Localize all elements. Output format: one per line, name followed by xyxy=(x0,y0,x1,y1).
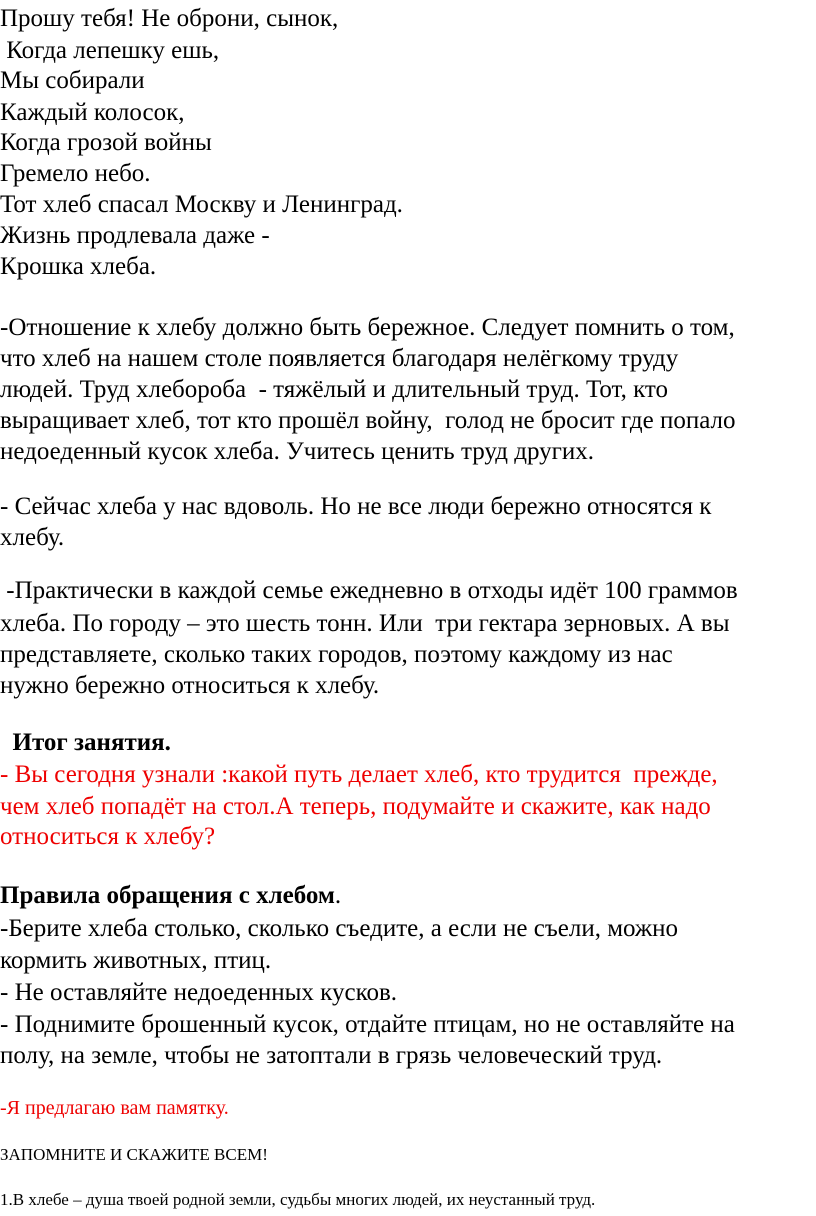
paragraph-line: представляете, сколько таких городов, поэтому каждому из нас xyxy=(0,641,673,668)
poem-line: Мы собирали xyxy=(0,67,145,94)
summary-line: чем хлеб попадёт на стол.А теперь, подумайте и скажите, как надо xyxy=(0,793,711,820)
paragraph-line: -Отношение к хлебу должно быть бережное. Следует помнить о том, xyxy=(0,314,735,341)
poem-line: Каждый колосок, xyxy=(0,99,185,126)
poem-line: Жизнь продлевала даже - xyxy=(0,222,270,249)
summary-line: относиться к хлебу? xyxy=(0,823,216,850)
memo-heading: ЗАПОМНИТЕ И СКАЖИТЕ ВСЕМ! xyxy=(0,1145,268,1164)
paragraph-line: - Сейчас хлеба у нас вдоволь. Но не все люди бережно относятся к xyxy=(0,493,712,520)
paragraph-line: недоеденный кусок хлеба. Учитесь ценить труд других. xyxy=(0,438,595,465)
paragraph-line: хлебу. xyxy=(0,524,65,551)
rules-heading-text: Правила обращения с хлебом xyxy=(0,882,335,909)
paragraph-line: -Практически в каждой семье ежедневно в отходы идёт 100 граммов xyxy=(0,577,738,604)
memo-offer: -Я предлагаю вам памятку. xyxy=(0,1097,229,1119)
rule-line: - Поднимите брошенный кусок, отдайте птицам, но не оставляйте на xyxy=(0,1011,735,1038)
rules-heading-dot: . xyxy=(334,882,342,909)
paragraph-line: хлеба. По городу – это шесть тонн. Или три гектара зерновых. А вы xyxy=(0,610,730,637)
paragraph-line: нужно бережно относиться к хлебу. xyxy=(0,672,380,699)
poem-line: Тот хлеб спасал Москву и Ленинград. xyxy=(0,191,403,218)
paragraph-line: что хлеб на нашем столе появляется благодаря нелёгкому труду xyxy=(0,345,679,372)
summary-line: - Вы сегодня узнали :какой путь делает хлеб, кто трудится прежде, xyxy=(0,761,718,788)
rule-line: кормить животных, птиц. xyxy=(0,947,272,974)
poem-line: Когда грозой войны xyxy=(0,129,212,156)
memo-item: 1.В хлебе – душа твоей родной земли, судьбы многих людей, их неустанный труд. xyxy=(0,1190,596,1209)
paragraph-line: выращивает хлеб, тот кто прошёл войну, голод не бросит где попало xyxy=(0,407,736,434)
poem-line: Крошка хлеба. xyxy=(0,253,157,280)
rules-heading xyxy=(0,880,341,911)
paragraph-line: людей. Труд хлебороба - тяжёлый и длительный труд. Тот, кто xyxy=(0,376,668,403)
summary-heading: Итог занятия. xyxy=(0,729,171,756)
poem-line: Когда лепешку ешь, xyxy=(0,37,220,64)
rule-line: -Берите хлеба столько, сколько съедите, а если не съели, можно xyxy=(0,915,679,942)
rule-line: полу, на земле, чтобы не затоптали в грязь человеческий труд. xyxy=(0,1042,663,1069)
poem-line: Гремело небо. xyxy=(0,160,151,187)
rule-line: - Не оставляйте недоеденных кусков. xyxy=(0,979,397,1006)
poem-line: Прошу тебя! Не оброни, сынок, xyxy=(0,5,339,32)
